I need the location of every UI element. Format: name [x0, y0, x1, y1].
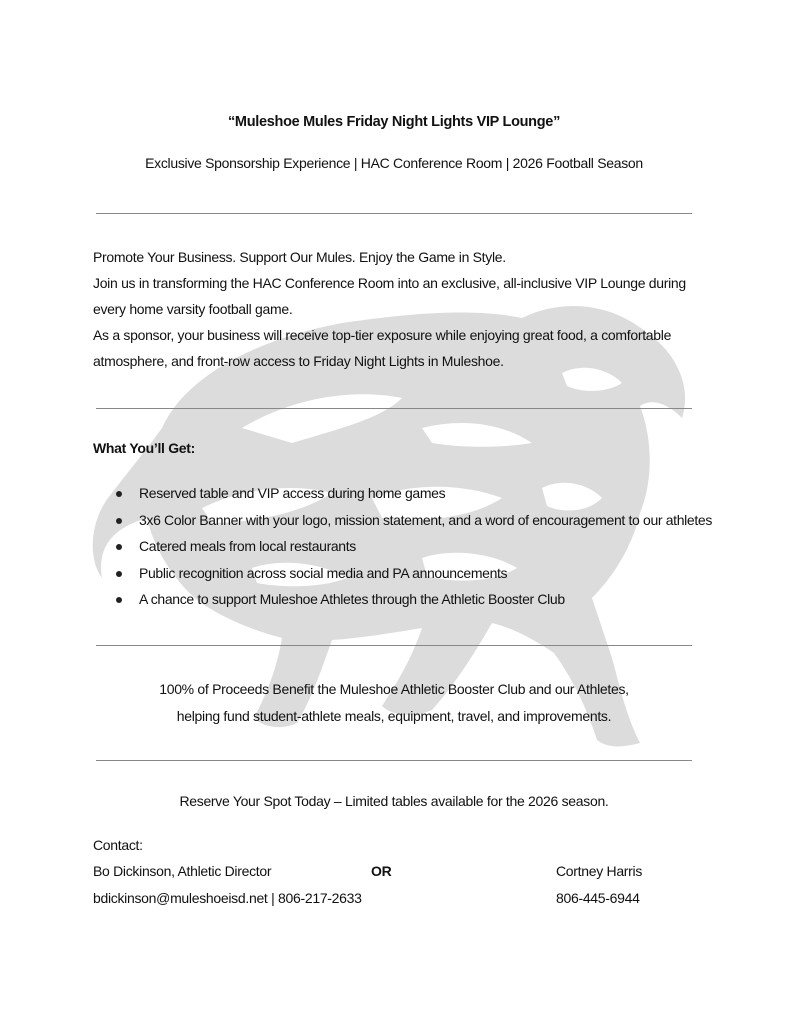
contact-left-details[interactable]: bdickinson@muleshoeisd.net | 806-217-2633	[93, 890, 362, 906]
benefits-list	[112, 480, 712, 613]
list-item	[112, 586, 712, 613]
contact-right-phone[interactable]: 806-445-6944	[556, 890, 640, 906]
bullet-icon	[116, 491, 122, 497]
intro-line: Join us in transforming the HAC Conference Room into an exclusive, all-inclusive VIP Lounge during every home varsity football game.	[93, 275, 686, 317]
intro-line: Promote Your Business. Support Our Mules. Enjoy the Game in Style.	[93, 249, 506, 265]
divider	[96, 645, 692, 646]
list-item-text: Reserved table and VIP access during home games	[139, 485, 446, 501]
bullet-icon	[116, 597, 122, 603]
contact-left-name: Bo Dickinson, Athletic Director	[93, 863, 272, 879]
list-item	[112, 480, 712, 507]
bullet-icon	[116, 544, 122, 550]
proceeds-section	[0, 676, 788, 730]
divider	[96, 760, 692, 761]
divider	[96, 213, 692, 214]
intro-section	[93, 244, 703, 374]
list-item-text: A chance to support Muleshoe Athletes through the Athletic Booster Club	[139, 591, 565, 607]
proceeds-line: helping fund student-athlete meals, equipment, travel, and improvements.	[176, 708, 612, 724]
list-item-text: Public recognition across social media and PA announcements	[139, 564, 508, 581]
list-item	[112, 533, 712, 560]
intro-line: As a sponsor, your business will receive top-tier exposure while enjoying great food, a comfortable atmosphere, and front-row access to Friday Night Lights in Muleshoe.	[93, 327, 672, 369]
call-to-action: Reserve Your Spot Today – Limited tables available for the 2026 season.	[179, 793, 609, 809]
contact-separator: OR	[371, 863, 392, 879]
divider	[96, 408, 692, 409]
bullet-icon	[116, 571, 122, 577]
page-subtitle: Exclusive Sponsorship Experience | HAC Conference Room | 2026 Football Season	[145, 155, 643, 171]
contact-label: Contact:	[93, 837, 143, 853]
list-item-text: 3x6 Color Banner with your logo, mission statement, and a word of encouragement to our athletes	[139, 511, 712, 528]
bullet-icon	[116, 518, 122, 524]
list-item-text: Catered meals from local restaurants	[139, 538, 356, 554]
benefits-heading: What You’ll Get:	[93, 440, 196, 456]
list-item	[112, 560, 712, 587]
list-item	[112, 507, 712, 534]
proceeds-line: 100% of Proceeds Benefit the Muleshoe Athletic Booster Club and our Athletes,	[159, 681, 629, 697]
page-title: “Muleshoe Mules Friday Night Lights VIP Lounge”	[227, 114, 561, 130]
contact-right-name: Cortney Harris	[556, 863, 643, 879]
